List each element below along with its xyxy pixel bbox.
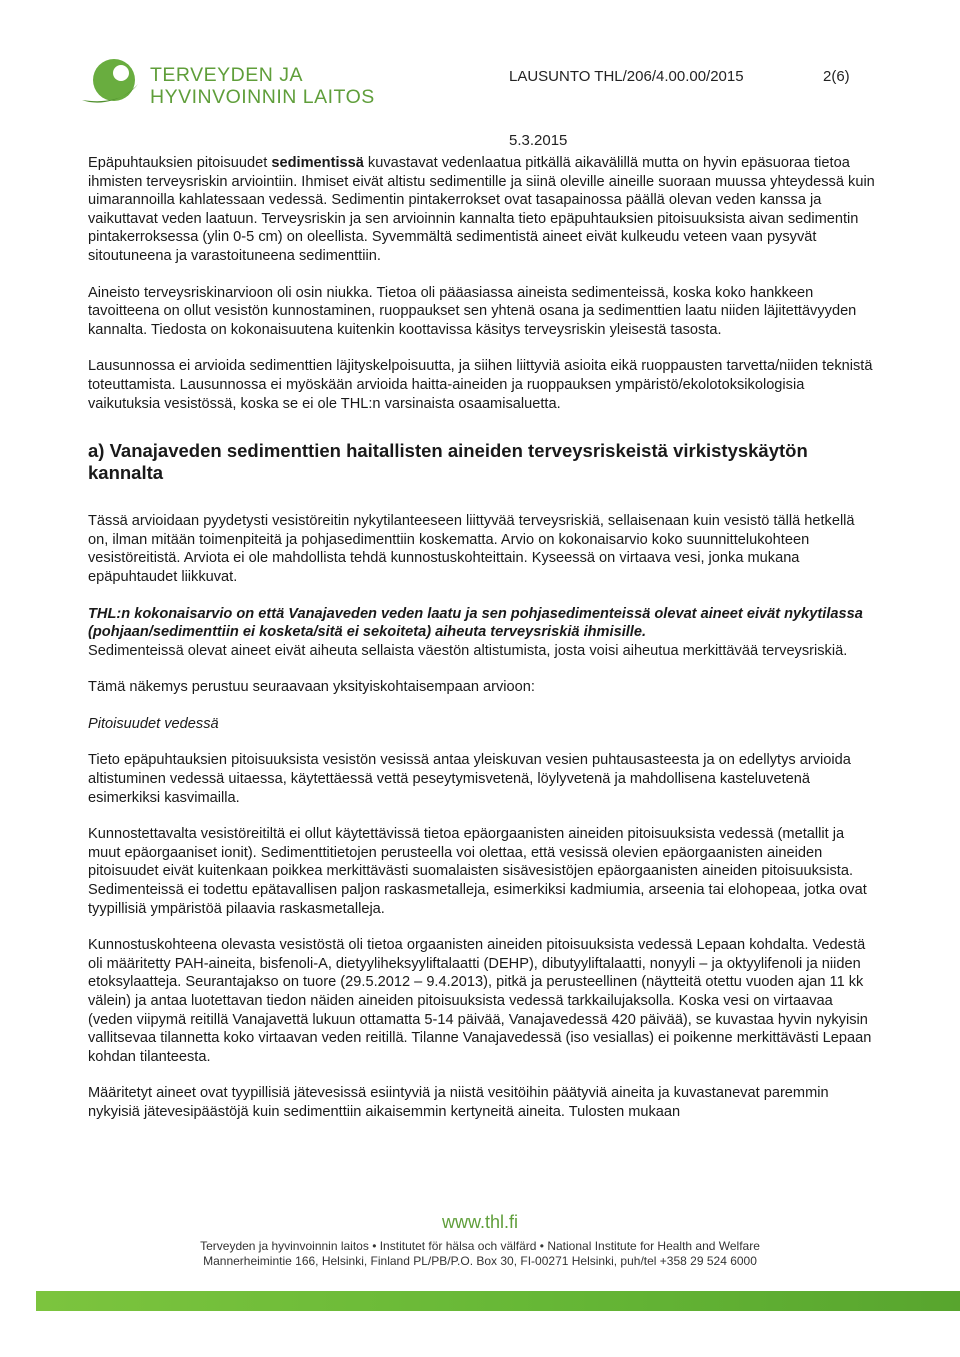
section-heading-a: a) Vanajaveden sedimenttien haitallisten aineiden terveysriskeistä virkistyskäytön kannalta: [88, 440, 808, 484]
paragraph-data-scarcity: Aineisto terveysriskinarvioon oli osin niukka. Tietoa oli pääasiassa aineista sedimenteissä, koska koko hankkeen tavoitteena on ollut vesistön kunnostaminen, ruoppaukset sen yhtenä osana ja sedimenttien laatu niiden läjitettävyyden kannalta. Tiedosta on kokonaisuutena kuitenkin koottavissa käsitys terveysriskin yleisestä tasosta.: [88, 284, 857, 338]
paragraph-conclusion: [88, 605, 878, 661]
footer-green-bar: [36, 1291, 960, 1311]
paragraph-text: Epäpuhtauksien pitoisuudet: [88, 155, 272, 171]
paragraph-wastewater: Määritetyt aineet ovat tyypillisiä jätevesissä esiintyviä ja niistä vesitöihin päätyviä aineita ja kuvastanevat paremmin nykyisiä jätevesipäästöjä kuin sedimenttiin aikaisemmin kertyneitä aineita. Tulosten mukaan: [88, 1085, 829, 1120]
document-reference: LAUSUNTO THL/206/4.00.00/2015: [509, 68, 744, 85]
subheading-concentrations: Pitoisuudet vedessä: [88, 715, 219, 732]
footer-website: www.thl.fi: [441, 1212, 519, 1232]
paragraph-text: Sedimenteissä olevat aineet eivät aiheuta sellaista väestön altistumista, josta voisi aiheutua merkittävää terveysriskiä.: [88, 642, 848, 659]
document-body: [88, 154, 878, 1140]
document-date: 5.3.2015: [509, 132, 568, 149]
paragraph-sediment-intro: [88, 154, 878, 266]
thl-logo: [78, 54, 398, 114]
paragraph-basis: Tämä näkemys perustuu seuraavaan yksityiskohtaisempaan arvioon:: [88, 679, 535, 696]
paragraph-scope: Lausunnossa ei arvioida sedimenttien läjityskelpoisuutta, ja siihen liittyviä asioita eikä ruoppausten tarvetta/niiden teknistä toteuttamista. Lausunnossa ei myöskään arvioida haitta-aineiden ja ruoppauksen ympäristö/ekolotoksikologisia vaikutuksia vesistössä, koska se ei ole THL:n varsinaista osaamisaluetta.: [88, 358, 873, 412]
paragraph-text: kuvastavat vedenlaatua pitkällä aikavälillä mutta on hyvin epäsuoraa tietoa ihmisten terveysriskin arviointiin. Ihmiset eivät altistu sedimentille ja siinä oleville aineille suoraan muussa yhteydessä kuin uimarannoilla kahlatessaan vedessä. Sedimentin pintakerrokset ovat tasapainossa päällä olevan veden kanssa ja vaikuttavat veden laatuun. Terveysriskin ja sen arvioinnin kannalta tieto epäpuhtauksien pitoisuuksista aivan sedimentin pintakerroksessa (ylin 0-5 cm) on oleellista. Syvemmältä sedimentistä aineet eivät kulkeudu veteen vaan pysyvät sitoutuneena ja varastoituneena sedimenttiin.: [88, 155, 875, 264]
footer-address: Mannerheimintie 166, Helsinki, Finland PL/PB/P.O. Box 30, FI-00271 Helsinki, puh/tel +358 29 524 6000: [203, 1254, 757, 1268]
footer-institute-names: Terveyden ja hyvinvoinnin laitos • Institutet för hälsa och välfärd • National Institute for Health and Welfare: [200, 1239, 760, 1253]
bold-term: sedimentissä: [271, 155, 364, 171]
page-number: 2(6): [823, 68, 850, 85]
thl-logo-icon: [78, 54, 146, 114]
paragraph-assessment: Tässä arvioidaan pyydetysti vesistöreitin nykytilanteeseen liittyvää terveysriskiä, sellaisenaan kuin vesistö tällä hetkellä on, ilman mitään toimenpiteitä ja pohjasedimenttiin koskematta. Arvio on kokonaisarvio koko suunnittelukohteen vesistöreitistä. Arviota ei ole mahdollista tehdä kunnostuskohteittain. Kyseessä on virtaava vesi, jonka mukana epäpuhtaudet liikkuvat.: [88, 513, 855, 585]
organization-name-line2: HYVINVOINNIN LAITOS: [150, 86, 375, 108]
organization-name-line1: TERVEYDEN JA: [150, 64, 304, 86]
organization-name: [150, 64, 375, 108]
conclusion-statement: THL:n kokonaisarvio on että Vanajaveden veden laatu ja sen pohjasedimenteissä olevat aineet eivät nykytilassa (pohjaan/sedimenttiin ei kosketa/sitä ei sekoiteta) aiheuta terveysriskiä ihmisille.: [88, 605, 863, 641]
paragraph-organic: Kunnostuskohteena olevasta vesistöstä oli tietoa orgaanisten aineiden pitoisuuksista vedessä Lepaan kohdalta. Vedestä oli määritetty PAH-aineita, bisfenoli-A, dietyyliheksyyliftalaatti (DEHP), dibutyyliftalaatti, nonyyli – ja oktyylifenoli ja niiden etoksylaatteja. Seurantajakso on tuore (29.5.2012 – 9.4.2013), pitkä ja perusteellinen (näytteitä otettu vuoden ajan 11 kk välein) ja antaa luotettavan tiedon näiden aineiden pitoisuuksista vedessä tarkkailujaksolla. Koska vesi on virtaavaa (veden viipymä reitillä Vanajavettä lukuun ottamatta 5-14 päivää, Vanajavedessä 420 päivää), se kuvastaa hyvin nykyisin vallitsevaa tilannetta koko virtaavan veden reitillä. Tilanne Vanajavedessä (iso vesiallas) ei poikenne merkittävästi Lepaan kohdan tilanteesta.: [88, 937, 872, 1065]
paragraph-inorganic: Kunnostettavalta vesistöreitiltä ei ollut käytettävissä tietoa epäorgaanisten aineiden pitoisuuksista vedessä (metallit ja muut epäorgaaniset ionit). Sedimenttitietojen perusteella voi olettaa, että vesissä olevien epäorgaanisten aineiden pitoisuudet eivät kuitenkaan poikkea merkittävästi suomalaisten sisävesistöjen epäorgaanisten aineiden pitoisuuksista. Sedimenteissä ei todettu epätavallisen paljon raskasmetalleja, esimerkiksi kadmiumia, arseenia tai elohopeaa, jotka ovat tyypillisiä ympäristöä pilaavia raskasmetalleja.: [88, 826, 867, 917]
paragraph-water-info: Tieto epäpuhtauksien pitoisuuksista vesistön vesissä antaa yleiskuvan vesien puhtausasteesta ja on edellytys arvioida altistuminen vedessä uitaessa, käytettäessä vettä peseytymisvetenä, löylyvetenä ja mahdollisena kasteluvetenä esimerkiksi kasvimailla.: [88, 752, 851, 806]
